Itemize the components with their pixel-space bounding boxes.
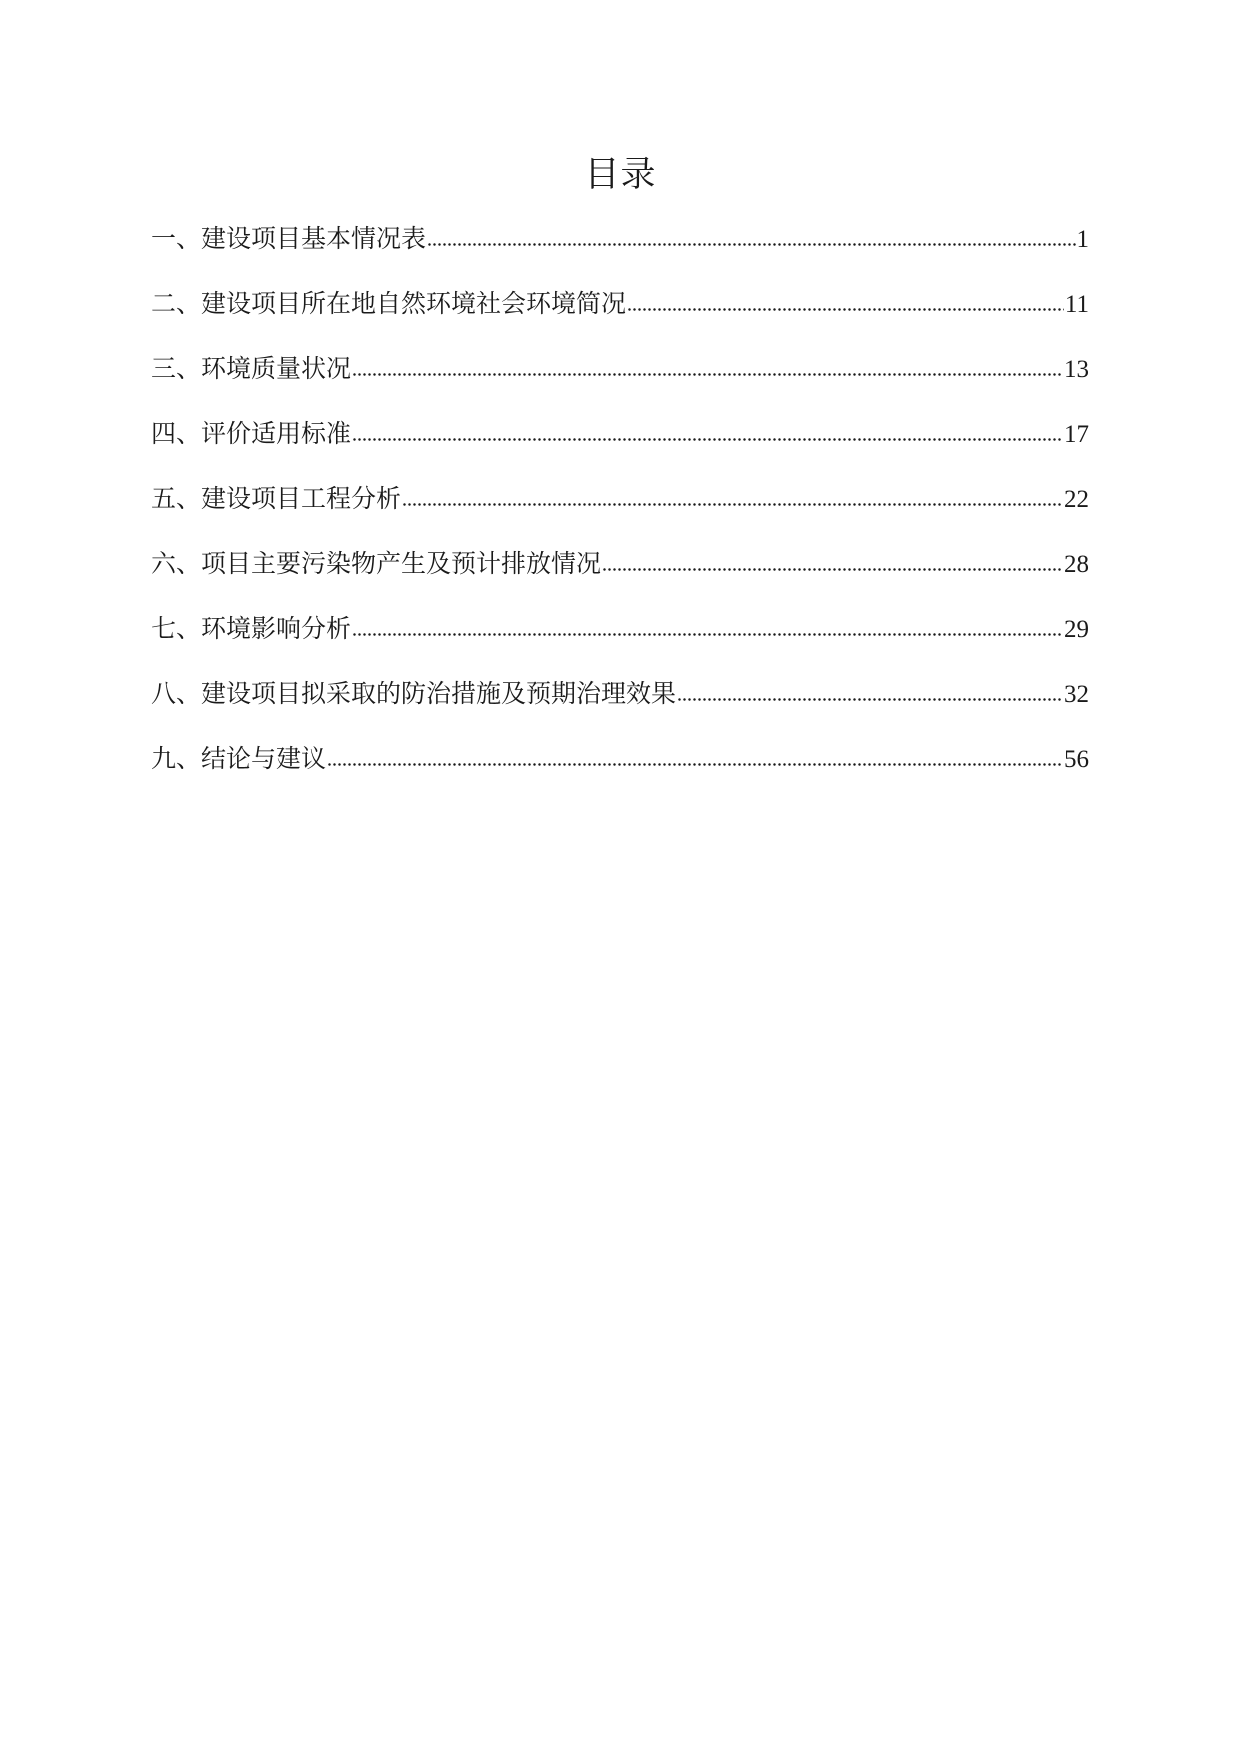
toc-entry-7[interactable] xyxy=(151,611,1089,676)
toc-dot-leader xyxy=(352,436,1063,442)
toc-entry-page: 13 xyxy=(1064,356,1089,383)
toc-entry-6[interactable] xyxy=(151,546,1089,611)
toc-entry-1[interactable] xyxy=(151,221,1089,286)
toc-dot-leader xyxy=(677,696,1063,702)
toc-entry-page: 28 xyxy=(1064,551,1089,578)
toc-entry-label: 五、建设项目工程分析 xyxy=(151,484,402,513)
toc-entry-page: 17 xyxy=(1064,421,1089,448)
toc-dot-leader xyxy=(352,631,1063,637)
toc-dot-leader xyxy=(627,306,1064,312)
toc-entry-page: 1 xyxy=(1076,226,1089,253)
toc-entry-label: 三、环境质量状况 xyxy=(151,354,352,383)
toc-dot-leader xyxy=(327,761,1063,767)
toc-entry-page: 56 xyxy=(1064,746,1089,773)
toc-entry-label: 二、建设项目所在地自然环境社会环境简况 xyxy=(151,289,627,318)
toc-entry-label: 九、结论与建议 xyxy=(151,744,327,773)
toc-entry-8[interactable] xyxy=(151,676,1089,741)
toc-dot-leader xyxy=(602,566,1063,572)
toc-entry-page: 22 xyxy=(1064,486,1089,513)
toc-entry-label: 六、项目主要污染物产生及预计排放情况 xyxy=(151,549,602,578)
toc-title: 目录 xyxy=(584,155,657,195)
toc-entry-label: 七、环境影响分析 xyxy=(151,614,352,643)
toc-entry-page: 29 xyxy=(1064,616,1089,643)
toc-entry-label: 一、建设项目基本情况表 xyxy=(151,224,427,253)
toc-entry-page: 11 xyxy=(1064,291,1089,318)
toc-entry-9[interactable] xyxy=(151,741,1089,806)
toc-dot-leader xyxy=(352,371,1063,377)
toc-entry-3[interactable] xyxy=(151,351,1089,416)
toc-dot-leader xyxy=(402,501,1063,507)
toc-entry-label: 四、评价适用标准 xyxy=(151,419,352,448)
toc-entry-2[interactable] xyxy=(151,286,1089,351)
toc-entry-label: 八、建设项目拟采取的防治措施及预期治理效果 xyxy=(151,679,677,708)
toc-entry-page: 32 xyxy=(1064,681,1089,708)
toc-dot-leader xyxy=(427,241,1075,247)
toc-entry-4[interactable] xyxy=(151,416,1089,481)
toc-entry-5[interactable] xyxy=(151,481,1089,546)
toc-list xyxy=(151,221,1089,806)
